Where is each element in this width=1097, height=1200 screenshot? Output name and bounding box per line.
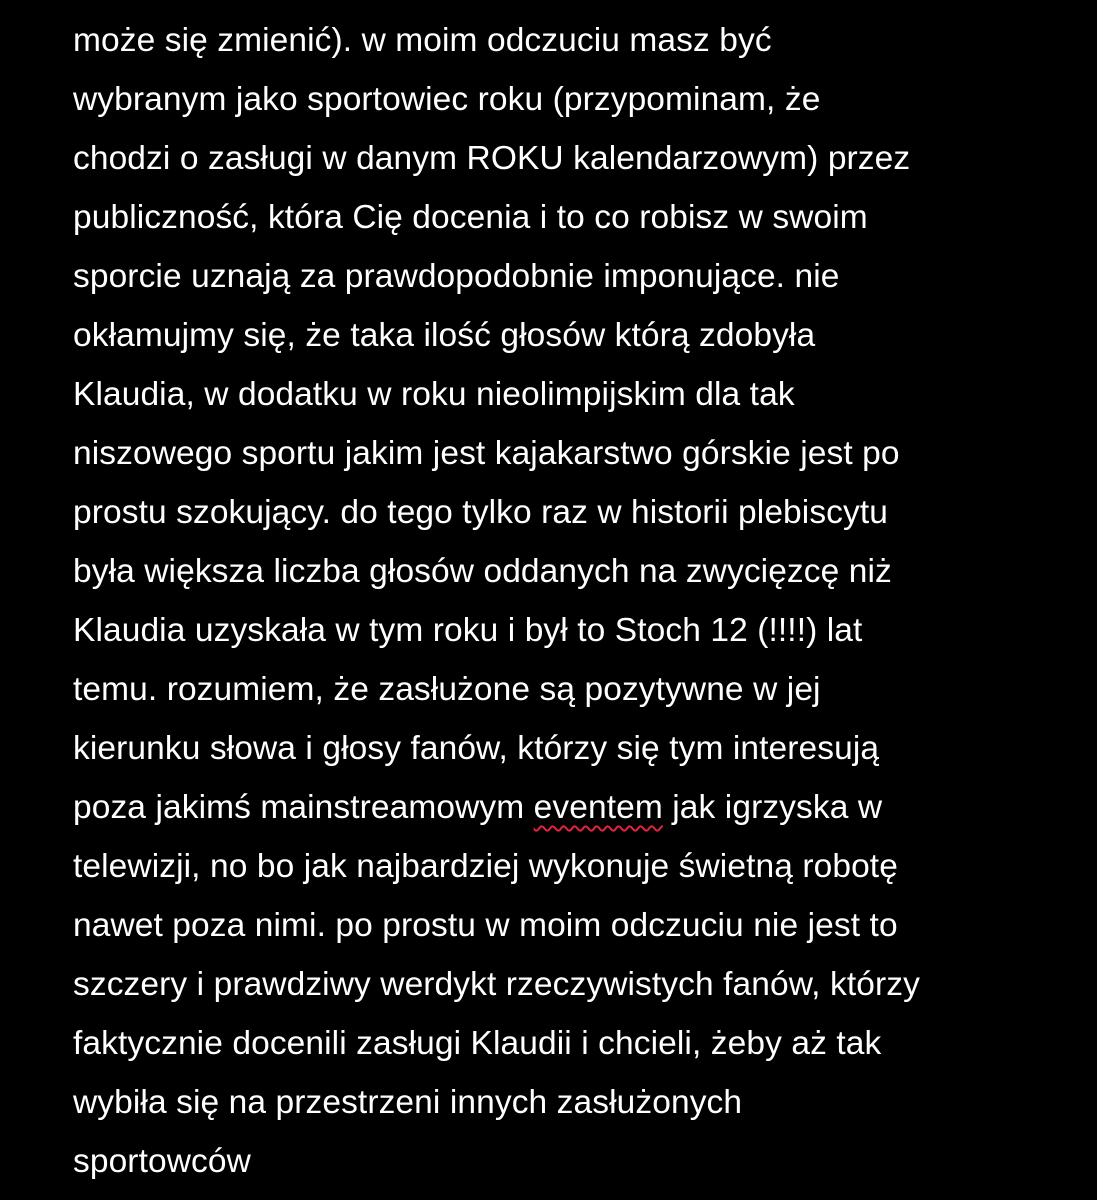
note-line: wybiła się na przestrzeni innych zasłużonych — [73, 1084, 743, 1121]
note-line: temu. rozumiem, że zasłużone są pozytywne w jej — [73, 671, 821, 708]
note-body[interactable] — [73, 11, 1073, 1191]
note-line: telewizji, no bo jak najbardziej wykonuje świetną robotę — [73, 848, 898, 885]
note-line: chodzi o zasługi w danym ROKU kalendarzowym) przez — [73, 140, 911, 177]
note-line — [73, 778, 1073, 837]
note-line: sporcie uznają za prawdopodobnie imponujące. nie — [73, 258, 840, 295]
misspelled-word[interactable]: eventem — [533, 789, 663, 826]
note-line: faktycznie docenili zasługi Klaudii i chcieli, żeby aż tak — [73, 1025, 882, 1062]
note-line: niszowego sportu jakim jest kajakarstwo górskie jest po — [73, 435, 900, 472]
note-line: kierunku słowa i głosy fanów, którzy się tym interesują — [73, 730, 880, 767]
note-line: publiczność, która Cię docenia i to co robisz w swoim — [73, 199, 868, 236]
note-line: może się zmienić). w moim odczuciu masz być — [73, 22, 772, 59]
note-line: Klaudia, w dodatku w roku nieolimpijskim dla tak — [73, 376, 795, 413]
note-line: była większa liczba głosów oddanych na zwycięzcę niż — [73, 553, 892, 590]
line-text-after: jak igrzyska w — [662, 789, 883, 826]
note-line: okłamujmy się, że taka ilość głosów którą zdobyła — [73, 317, 816, 354]
line-text-before: poza jakimś mainstreamowym — [73, 789, 534, 826]
note-line: prostu szokujący. do tego tylko raz w historii plebiscytu — [73, 494, 889, 531]
note-line: wybranym jako sportowiec roku (przypominam, że — [73, 81, 821, 118]
note-line: Klaudia uzyskała w tym roku i był to Stoch 12 (!!!!) lat — [73, 612, 863, 649]
note-line: sportowców — [73, 1143, 251, 1180]
note-line: szczery i prawdziwy werdykt rzeczywistych fanów, którzy — [73, 966, 920, 1003]
note-line: nawet poza nimi. po prostu w moim odczuciu nie jest to — [73, 907, 898, 944]
